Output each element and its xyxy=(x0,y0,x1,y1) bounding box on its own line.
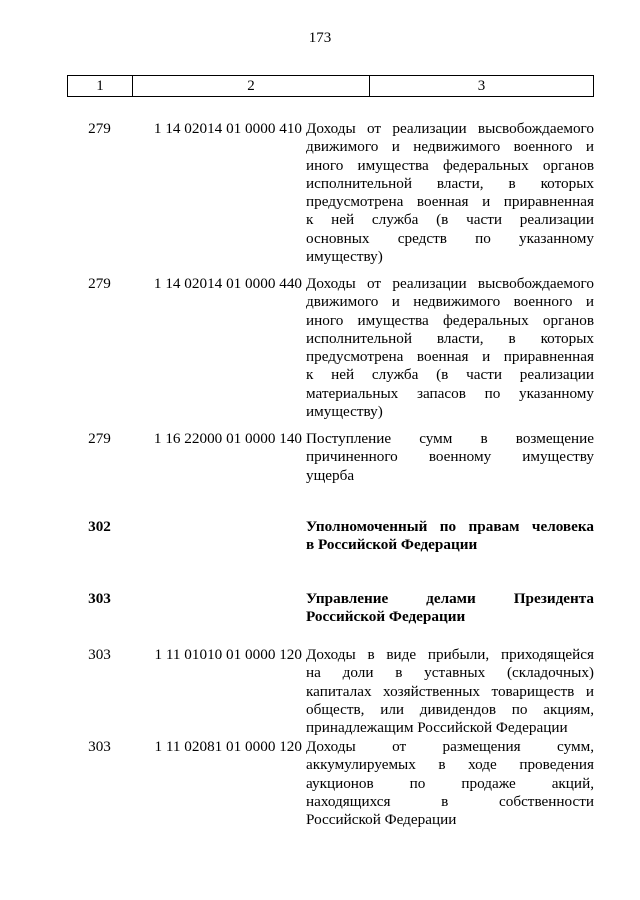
section-title-line: Управление делами Президента xyxy=(306,590,594,607)
budget-code: 1 16 22000 01 0000 140 xyxy=(153,430,302,447)
section-title-line: в Российской Федерации xyxy=(306,536,478,554)
description-line: Доходы от размещения сумм, xyxy=(306,738,594,755)
description-line: Доходы от реализации высвобождаемого xyxy=(306,275,594,292)
description-line: к ней служба (в части реализации xyxy=(306,366,594,384)
section-title-line: Российской Федерации xyxy=(306,608,466,626)
description-line: иного имущества федеральных органов xyxy=(306,311,594,329)
admin-code: 279 xyxy=(88,275,111,292)
budget-code: 1 11 02081 01 0000 120 xyxy=(154,738,302,755)
description-line: Российской Федерации xyxy=(306,811,457,829)
description-line: на доли в уставных (складочных) xyxy=(306,664,594,682)
description-line: основных средств по указанному xyxy=(306,229,594,247)
description-line: Доходы в виде прибыли, приходящейся xyxy=(306,646,594,663)
section-title xyxy=(306,518,594,555)
description-line: ущерба xyxy=(306,466,355,484)
budget-code: 1 14 02014 01 0000 410 xyxy=(153,120,302,137)
description-line: принадлежащим Российской Федерации xyxy=(306,719,568,737)
description-line: причиненного военному имуществу xyxy=(306,448,594,466)
description-line: исполнительной власти, в которых xyxy=(306,174,594,192)
description-line: Доходы от реализации высвобождаемого xyxy=(306,120,594,137)
income-description xyxy=(306,430,594,485)
description-line: предусмотрена военная и приравненная xyxy=(306,348,594,366)
description-line: аккумулируемых в ходе проведения xyxy=(306,756,594,774)
budget-code: 1 11 01010 01 0000 120 xyxy=(154,646,302,663)
description-line: капиталах хозяйственных товариществ и xyxy=(306,682,594,700)
header-col-2: 2 xyxy=(133,76,370,96)
admin-code: 302 xyxy=(88,518,111,535)
description-line: предусмотрена военная и приравненная xyxy=(306,193,594,211)
description-line: находящихся в собственности xyxy=(306,792,594,810)
income-description xyxy=(306,120,594,266)
description-line: материальных запасов по указанному xyxy=(306,384,594,402)
description-line: Поступление сумм в возмещение xyxy=(306,430,594,447)
section-title xyxy=(306,590,594,627)
admin-code: 303 xyxy=(88,590,111,607)
income-description xyxy=(306,738,594,829)
description-line: к ней служба (в части реализации xyxy=(306,211,594,229)
description-line: движимого и недвижимого военного и xyxy=(306,138,594,156)
table-header xyxy=(67,75,594,97)
admin-code: 303 xyxy=(88,646,111,663)
description-line: имуществу) xyxy=(306,403,383,421)
header-col-3: 3 xyxy=(477,78,486,94)
description-line: движимого и недвижимого военного и xyxy=(306,293,594,311)
description-line: обществ, или дивидендов по акциям, xyxy=(306,700,594,718)
page-number: 173 xyxy=(308,30,332,46)
header-col-1: 1 xyxy=(68,76,133,96)
section-title-line: Уполномоченный по правам человека xyxy=(306,518,594,535)
admin-code: 279 xyxy=(88,120,111,137)
description-line: аукционов по продаже акций, xyxy=(306,774,594,792)
description-line: иного имущества федеральных органов xyxy=(306,156,594,174)
description-line: имуществу) xyxy=(306,248,383,266)
admin-code: 279 xyxy=(88,430,111,447)
description-line: исполнительной власти, в которых xyxy=(306,329,594,347)
income-description xyxy=(306,646,594,737)
budget-code: 1 14 02014 01 0000 440 xyxy=(153,275,302,292)
admin-code: 303 xyxy=(88,738,111,755)
income-description xyxy=(306,275,594,421)
